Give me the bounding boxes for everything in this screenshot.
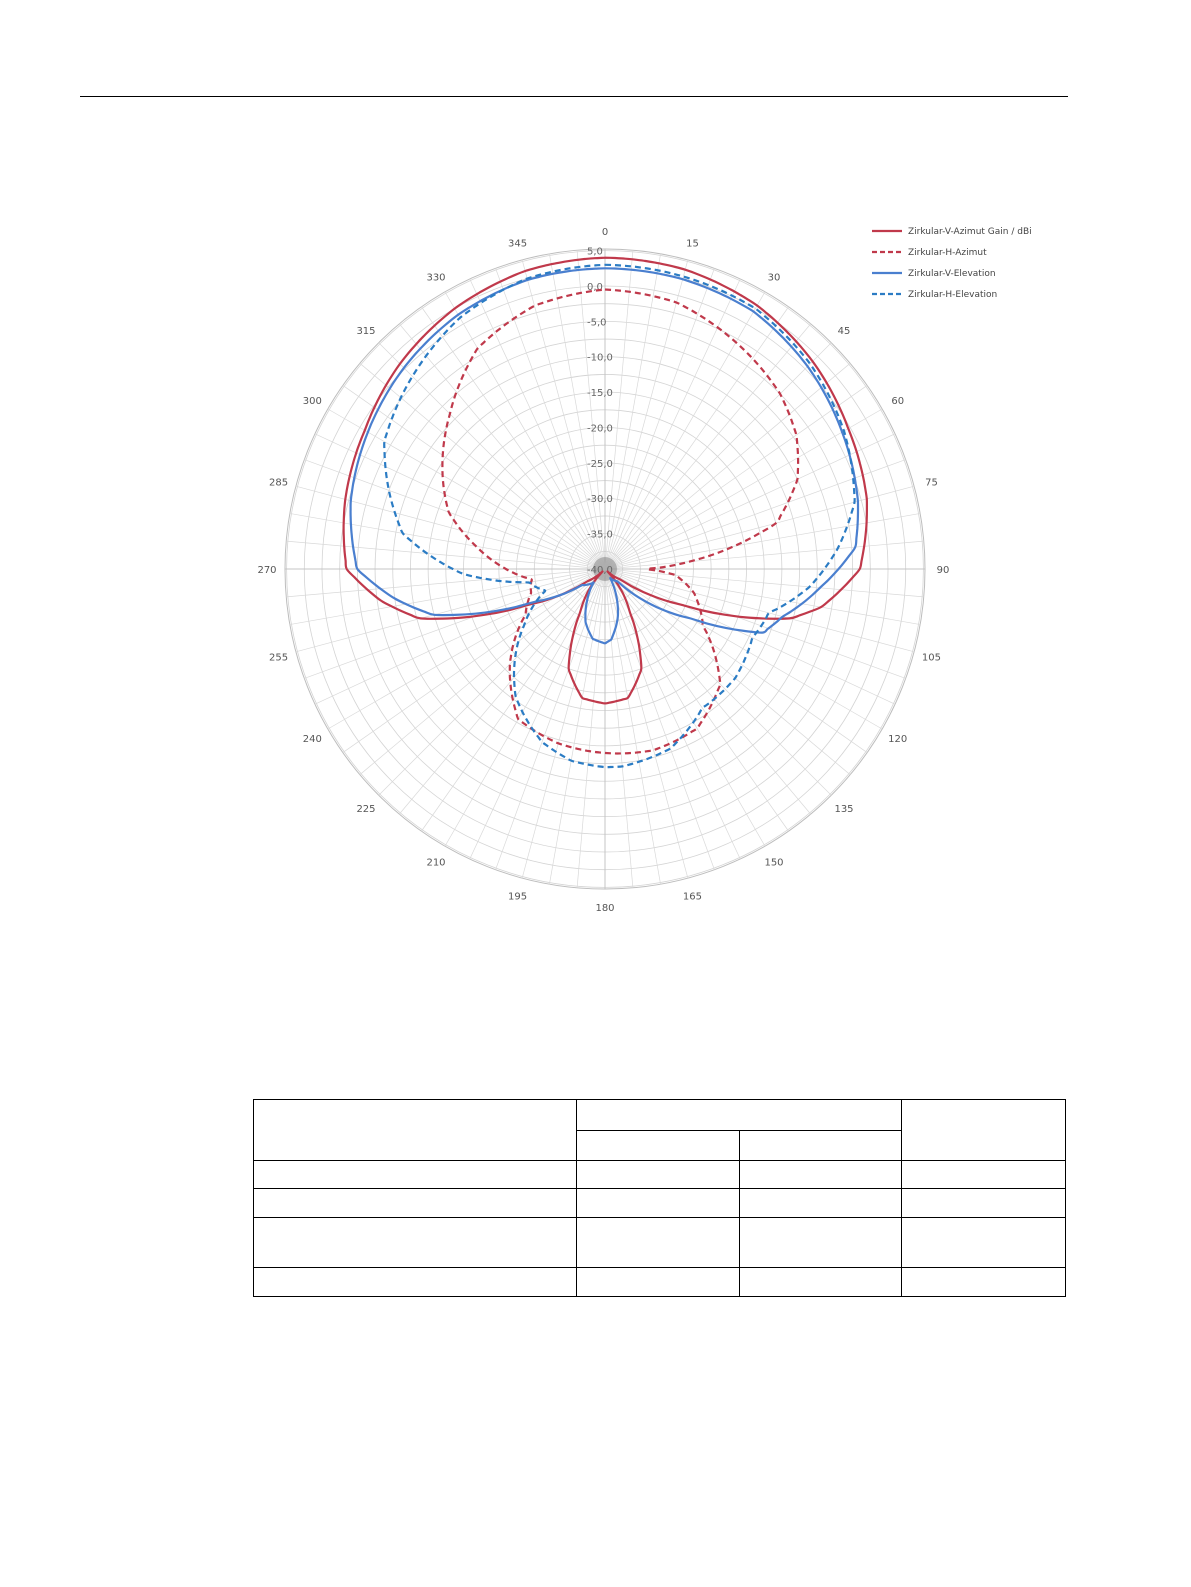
- angle-tick-label: 135: [834, 804, 854, 816]
- angle-tick-label: 45: [837, 325, 851, 337]
- angle-spoke: [605, 569, 914, 652]
- angle-spoke: [605, 260, 688, 569]
- table-cell: [902, 1268, 1066, 1297]
- table-cell: [740, 1268, 902, 1297]
- legend-label: Zirkular-H-Elevation: [908, 290, 998, 300]
- table-row: [254, 1218, 1066, 1268]
- angle-tick-label: 0: [601, 227, 609, 238]
- table-cell: [254, 1161, 577, 1189]
- table-cell: [577, 1131, 740, 1161]
- table-cell: [577, 1189, 740, 1218]
- angle-tick-label: 300: [302, 396, 322, 407]
- series-line-2: [442, 290, 798, 754]
- table-cell: [577, 1100, 902, 1131]
- polar-chart: [240, 210, 1070, 940]
- angle-tick-label: 270: [257, 565, 277, 576]
- angle-tick-label: 180: [595, 903, 615, 914]
- radial-tick-label: -15,0: [587, 388, 613, 400]
- angle-tick-label: 75: [925, 477, 938, 489]
- angle-tick-label: 225: [356, 804, 376, 816]
- angle-spoke: [605, 292, 765, 569]
- angle-tick-label: 105: [921, 652, 942, 664]
- angle-spoke: [328, 409, 605, 569]
- angle-tick-label: 15: [686, 238, 699, 250]
- table-cell: [740, 1189, 902, 1218]
- angle-tick-label: 120: [888, 734, 908, 745]
- angle-tick-label: 60: [891, 396, 905, 407]
- radial-tick-label: -30,0: [587, 494, 613, 506]
- radial-tick-label: -5,0: [587, 317, 607, 329]
- angle-spoke: [445, 292, 605, 569]
- table-cell: [902, 1161, 1066, 1189]
- legend-label: Zirkular-V-Azimut Gain / dBi: [908, 227, 1032, 237]
- radial-tick-label: -40,0: [587, 565, 613, 576]
- table-row: [254, 1100, 1066, 1131]
- angle-tick-label: 30: [767, 272, 781, 284]
- angle-tick-label: 285: [268, 477, 289, 489]
- radial-tick-label: -10,0: [587, 352, 613, 364]
- page-header-rule: [80, 96, 1068, 97]
- angle-tick-label: 90: [936, 565, 950, 576]
- legend-label: Zirkular-V-Elevation: [908, 269, 996, 279]
- angle-tick-label: 330: [426, 272, 446, 284]
- angle-spoke: [296, 569, 605, 652]
- spec-table: [253, 1099, 1066, 1297]
- angle-tick-label: 345: [507, 238, 528, 250]
- angle-tick-label: 315: [356, 325, 376, 337]
- table-row: [254, 1268, 1066, 1297]
- table-cell: [902, 1218, 1066, 1268]
- table-cell: [740, 1131, 902, 1161]
- table-cell: [902, 1189, 1066, 1218]
- table-cell: [902, 1100, 1066, 1161]
- angle-spoke: [522, 260, 605, 569]
- table-cell: [577, 1161, 740, 1189]
- radial-tick-label: 5,0: [587, 246, 603, 258]
- radial-tick-label: -20,0: [587, 423, 613, 435]
- radial-tick-label: -25,0: [587, 458, 613, 470]
- table-cell: [254, 1218, 577, 1268]
- angle-tick-label: 255: [268, 652, 289, 664]
- angle-tick-label: 165: [682, 891, 703, 903]
- angle-spoke: [605, 409, 882, 569]
- table-cell: [740, 1161, 902, 1189]
- table-row: [254, 1189, 1066, 1218]
- table-cell: [254, 1268, 577, 1297]
- angle-tick-label: 195: [507, 891, 528, 903]
- angle-tick-label: 210: [426, 857, 446, 869]
- chart-legend: [872, 227, 1032, 300]
- table-cell: [577, 1268, 740, 1297]
- table-row: [254, 1161, 1066, 1189]
- angle-spoke: [522, 569, 605, 878]
- radial-tick-label: -35,0: [587, 529, 613, 541]
- table-cell: [577, 1218, 740, 1268]
- table-cell: [254, 1100, 577, 1161]
- radial-tick-label: 0,0: [587, 281, 603, 293]
- angle-tick-label: 240: [302, 734, 322, 745]
- table-cell: [740, 1218, 902, 1268]
- angle-tick-label: 150: [764, 857, 784, 869]
- angle-spoke: [296, 486, 605, 569]
- legend-label: Zirkular-H-Azimut: [908, 248, 987, 258]
- table-cell: [254, 1189, 577, 1218]
